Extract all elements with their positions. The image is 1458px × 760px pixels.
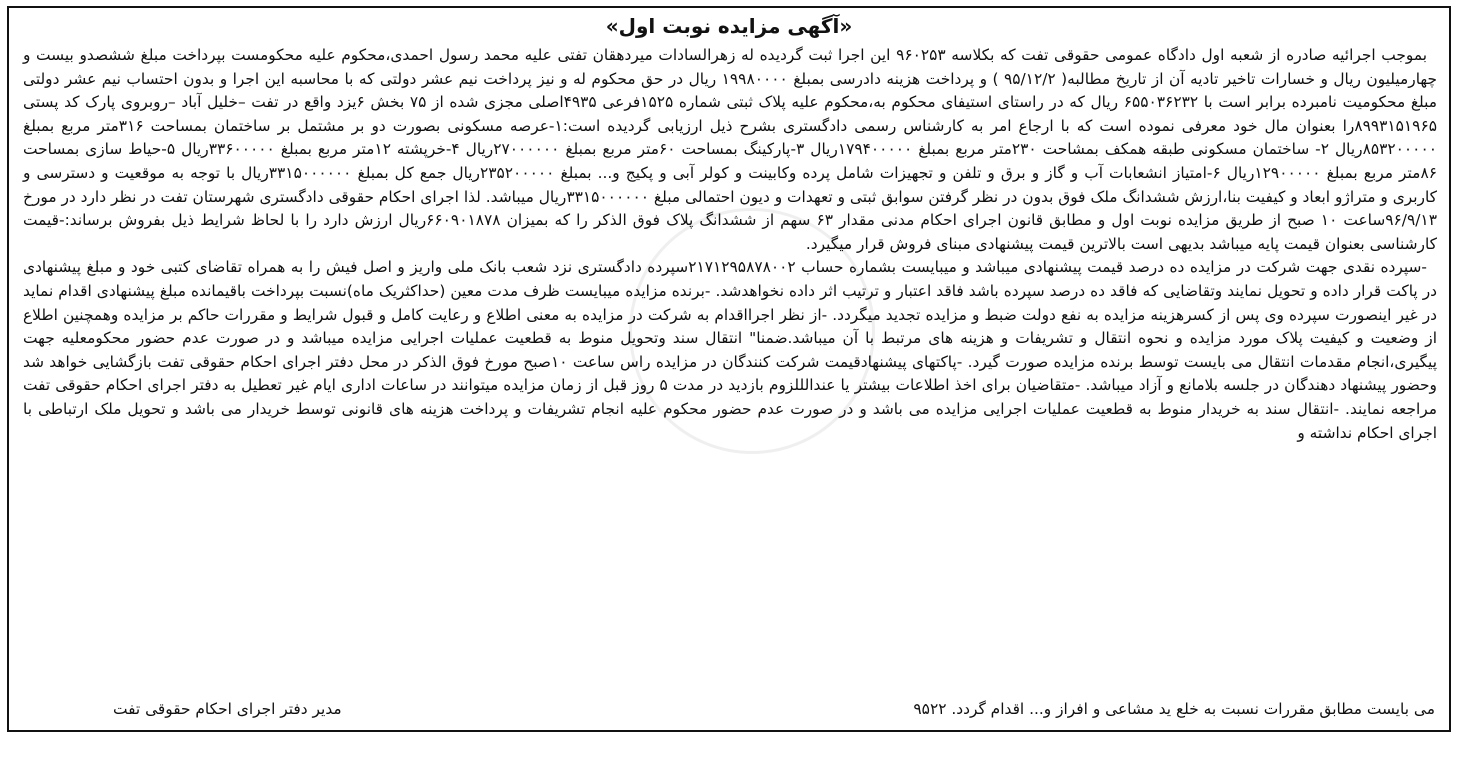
notice-paragraph-1: بموجب اجرائیه صادره از شعبه اول دادگاه عمومی حقوقی تفت که بکلاسه ۹۶۰۲۵۳ این اجرا ثبت گردیده له زهرالسادات میردهقان تفتی علیه محمد رسول احمدی،محکوم علیه محکومست بپرداخت مبلغ ششصدو بیست و چهارمیلیون ریال و خسارات تاخیر تادیه آن از تاریخ مطالبه( ۹۵/۱۲/۲ ) و پرداخت هزینه دادرسی بمبلغ ۱۹۹۸۰۰۰۰ ریال در حق محکوم له و نیز پرداخت نیم عشر دولتی که با محاسبه این اجرا و بدون احتساب نیم عشر دولتی مبلغ محکومیت نامبرده برابر است با ۶۵۵۰۳۶۲۳۲ ریال که در راستای استیفای محکوم به،محکوم علیه پلاک ثبتی شماره ۱۵۲۵فرعی ۴۹۳۵اصلی مجزی شده از ۷۵ بخش ۶یزد واقع در تفت –خلیل آباد –روبروی پارک کد پستی ۸۹۹۳۱۵۱۹۶۵را بعنوان مال خود معرفی نموده است که با ارجاع امر به کارشناس رسمی دادگستری بشرح ذیل ارزیابی گردیده است:۱-عرصه مسکونی بصورت دو بر مشتمل بر ساختمان بمساحت ۳۱۶متر مربع بمبلغ ۸۵۳۲۰۰۰۰۰ریال ۲- ساختمان مسکونی طبقه همکف بمشاحت ۲۳۰متر مربع بمبلغ ۱۷۹۴۰۰۰۰۰ریال ۳-پارکینگ بمساحت ۶۰متر مربع بمبلغ ۲۷۰۰۰۰۰۰ریال ۴-خرپشته ۱۲متر مربع بمبلغ ۳۳۶۰۰۰۰۰ریال ۵-حیاط سازی بمساحت ۸۶متر مربع بمبلغ ۱۲۹۰۰۰۰۰ریال ۶-امتیاز انشعابات آب و گاز و برق و تلفن و تجهیزات شامل پرده وکابینت و کولر آبی و پکیج و... بمبلغ ۲۳۵۲۰۰۰۰۰ریال جمع کل بمبلغ ۳۳۱۵۰۰۰۰۰۰ریال با توجه به موقعیت و دسترسی و کاربری و متراژو ابعاد و کیفیت بنا،ارزش ششدانگ ملک فوق بدون در نظر گرفتن سوابق ثبتی و تعهدات و دیون احتمالی مبلغ ۳۳۱۵۰۰۰۰۰۰ریال میباشد. لذا اجرای احکام حقوقی دادگستری شهرستان تفت در نظر دارد در مورخ ۹۶/۹/۱۳ساعت ۱۰ صبح از طریق مزایده نوبت اول و مطابق قانون اجرای احکام مدنی مقدار ۶۳ سهم از ششدانگ پلاک فوق الذکر را که بمیزان ۶۶۰۹۰۱۸۷۸ریال ارزش دارد را با لحاظ شرایط ذیل بفروش برساند:-قیمت کارشناسی بعنوان قیمت پایه میباشد بدیهی است بالاترین قیمت پیشنهادی مبنای فروش قرار میگیرد.: [23, 46, 1438, 253]
notice-title: «آگهی مزایده نوبت اول»: [605, 14, 853, 38]
notice-body: [23, 44, 1437, 445]
notice-frame: [7, 6, 1451, 732]
notice-footer: [23, 698, 1435, 720]
notice-last-line: می بایست مطابق مقررات نسبت به خلع ید مشاعی و افراز و... اقدام گردد. ۹۵۲۲: [913, 700, 1435, 718]
notice-paragraph-2: -سپرده نقدی جهت شرکت در مزایده ده درصد قیمت پیشنهادی میباشد و میبایست بشماره حساب ۲۱۷۱۲۹۵۸۷۸۰۰۲سپرده دادگستری نزد شعب بانک ملی واریز و اصل فیش را به همراه تقاضای کتبی خود و مبلغ پیشنهادی در پاکت قرار داده و تحویل نمایند وتقاضایی که فاقد ده درصد سپرده باشد فاقد اعتبار و ترتیب اثر داده نخواهدشد. -برنده مزایده میبایست ظرف مدت معین (حداکثریک ماه)نسبت بپرداخت باقیمانده مبلغ پیشنهادی اقدام نماید در غیر اینصورت سپرده وی پس از کسرهزینه مزایده به نفع دولت ضبط و مزایده تجدید میگردد. -از نظر اجرااقدام به شرکت در مزایده به معنی اطلاع و رعایت کامل و قبول شرایط و مقررات حاکم بر مزایده وهمچنین اطلاع از وضعیت و کیفیت پلاک مورد مزایده و نحوه انتقال و تشریفات و هزینه های مرتبط با آن میباشد.ضمنا" انتقال سند وتحویل منوط به قطعیت عملیات اجرایی مزایده میباشد و در صورت عدم حضور محکومعلیه جهت پیگیری،انجام مقدمات انتقال می بایست توسط برنده مزایده صورت گیرد. -پاکتهای پیشنهادقیمت شرکت کنندگان در مزایده راس ساعت ۱۰صبح مورخ فوق الذکر در محل دفتر اجرای احکام حقوقی تفت بازگشایی خواهد شد وحضور پیشنهاد دهندگان در جلسه بلامانع و آزاد میباشد. -متقاضیان برای اخذ اطلاعات بیشتر یا عندالللزوم بازدید در مدت ۵ روز قبل از زمان مزایده میتوانند در ساعات اداری ایام غیر تعطیل به دفتر اجرای احکام حقوقی تفت مراجعه نمایند. -انتقال سند به خریدار منوط به قطعیت عملیات اجرایی مزایده می باشد و در صورت عدم حضور محکوم علیه انجام تشریفات و پرداخت هزینه های قانونی توسط خریدار می باشد و تحویل ملک ارتباطی با اجرای احکام نداشته و: [23, 258, 1437, 442]
notice-signature: مدیر دفتر اجرای احکام حقوقی تفت: [113, 700, 342, 718]
